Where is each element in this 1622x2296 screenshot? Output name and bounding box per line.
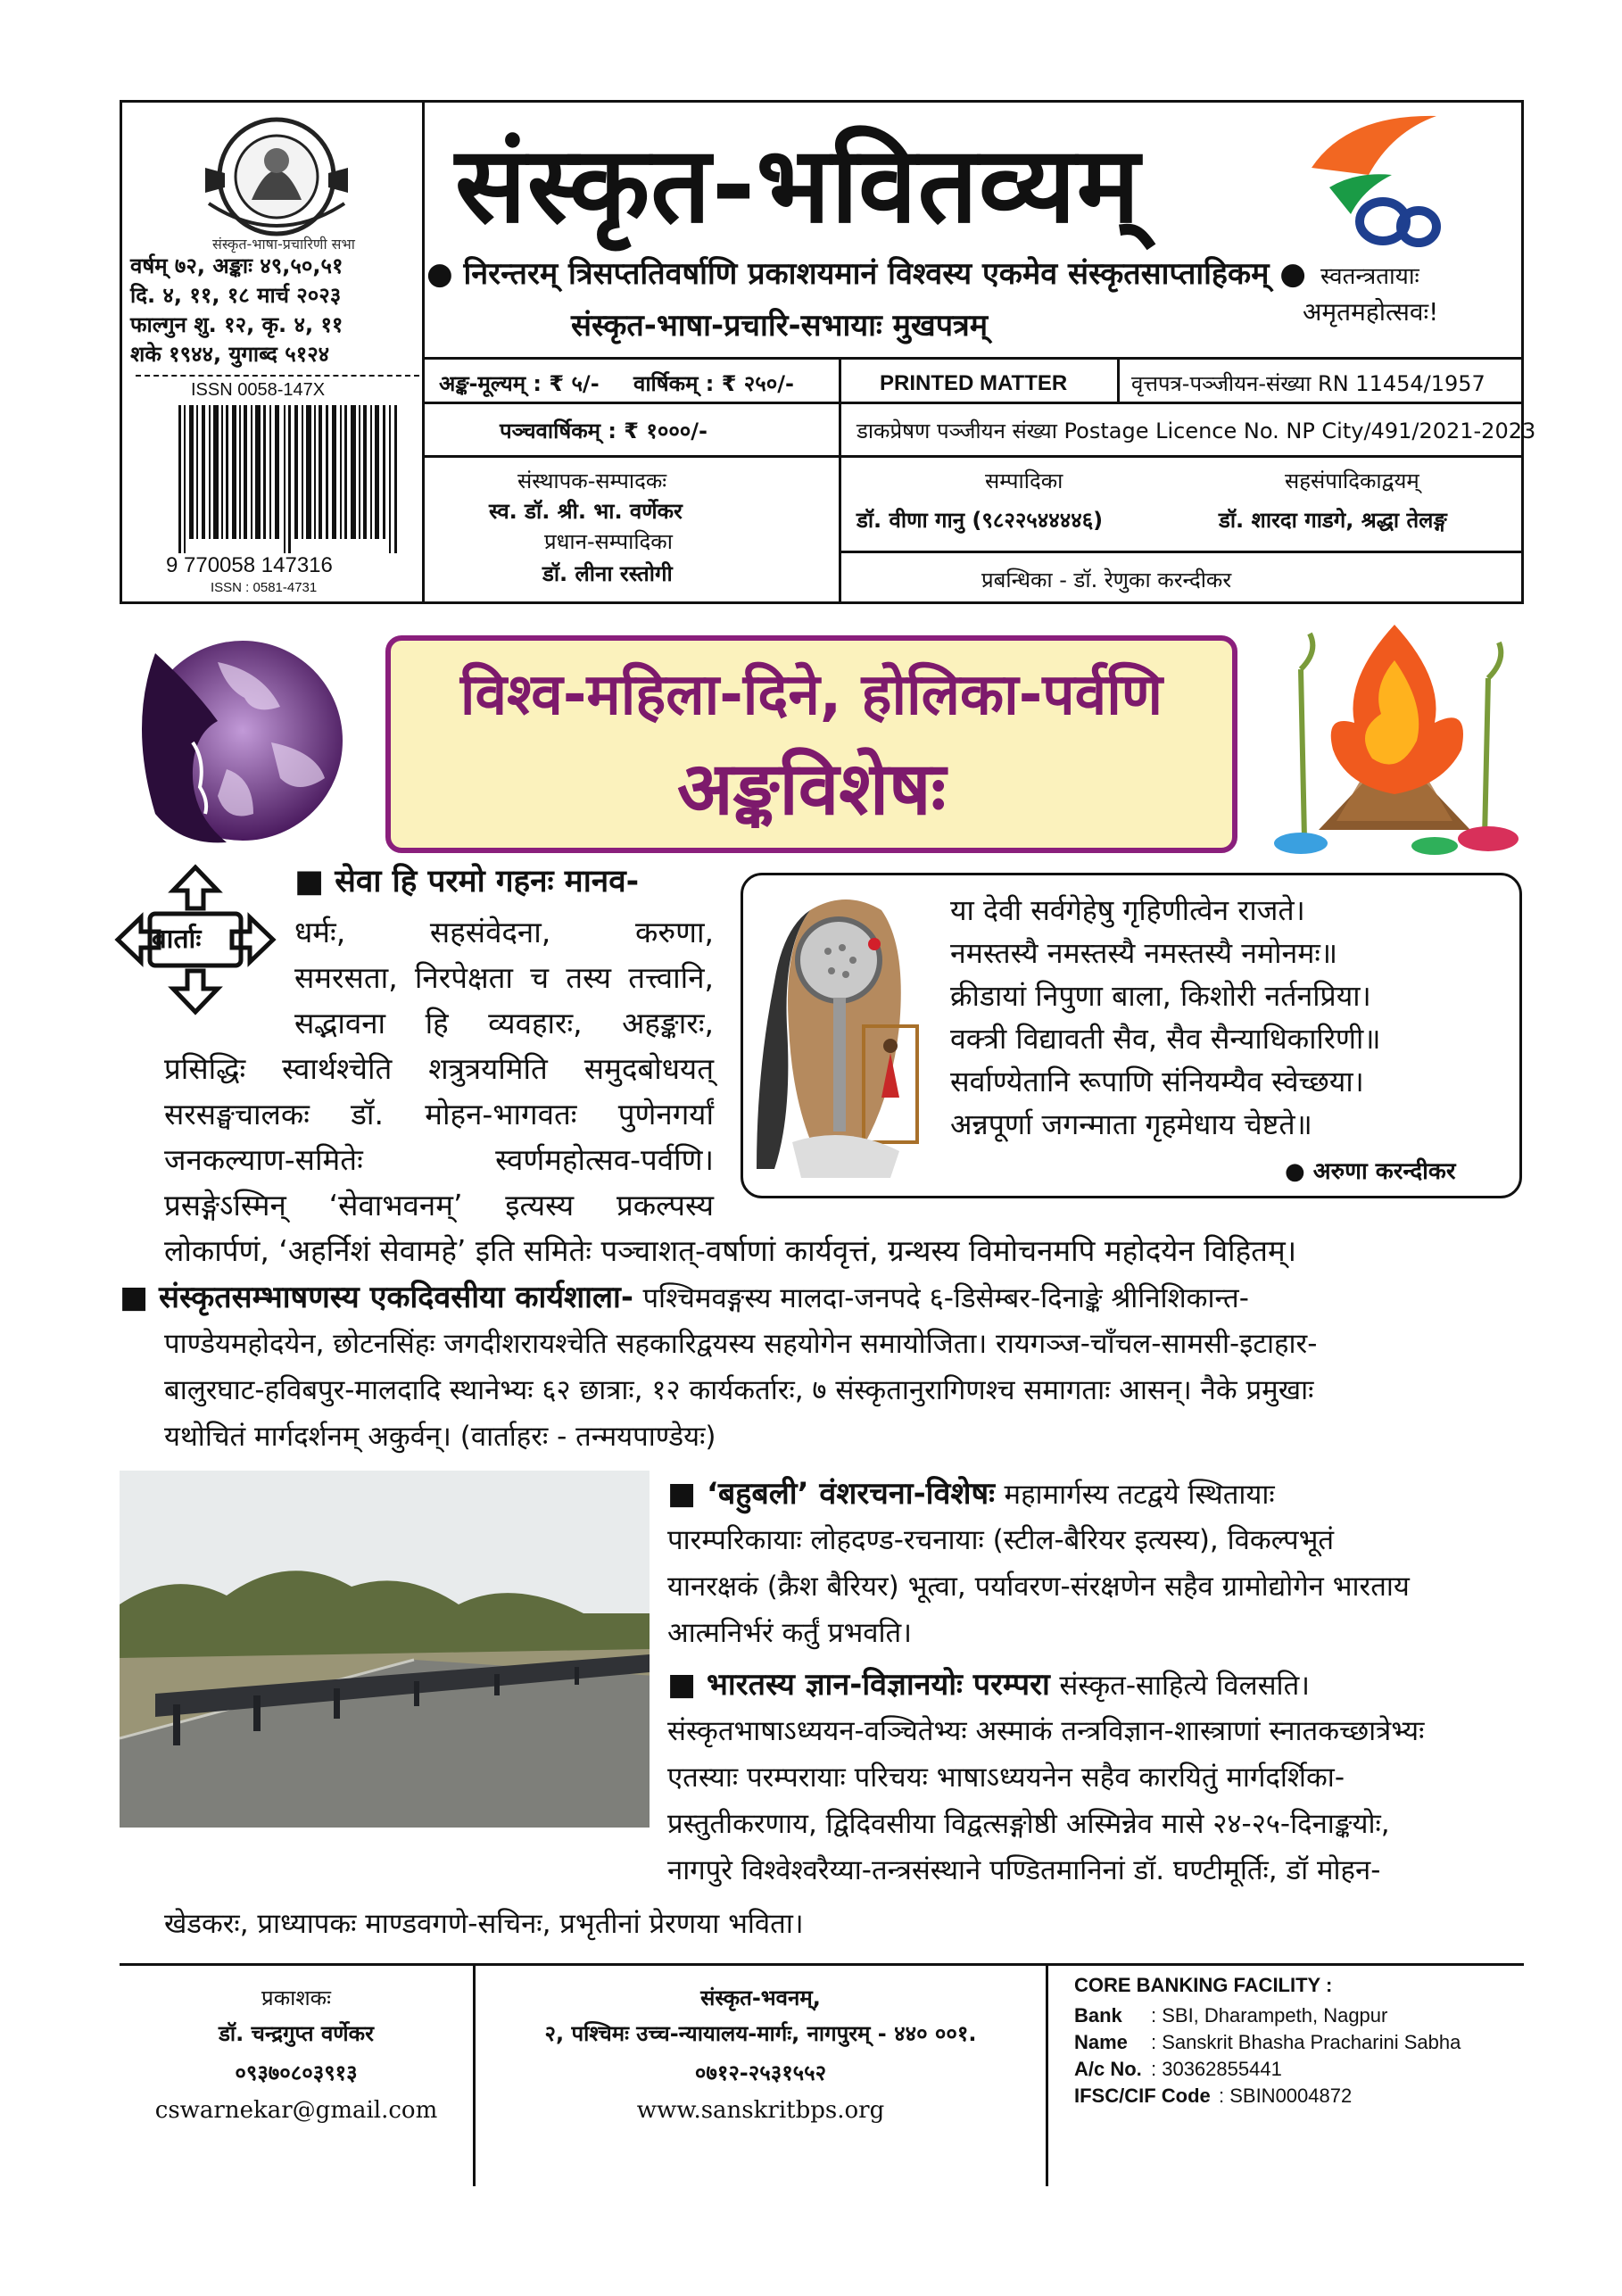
bank-label-ifsc: IFSC/CIF Code — [1074, 2085, 1211, 2107]
publisher-phone: ०९३७०८०३९१३ — [235, 2060, 358, 2085]
founder-name: स्व. डॉ. श्री. भा. वर्णेकर — [489, 499, 683, 524]
quote-author: ● अरुणा करन्दीकर — [1285, 1158, 1456, 1185]
office-name: संस्कृत-भवनम्, — [700, 1985, 821, 2010]
manager: प्रबन्धिका - डॉ. रेणुका करन्दीकर — [981, 568, 1232, 593]
founder-label: संस्थापक-सम्पादकः — [517, 468, 667, 493]
story1-line-8: प्रसङ्गेऽस्मिन् ‘सेवाभवनम्’ इत्यस्य प्रकल्पस्य — [164, 1188, 714, 1223]
bank-label-account: A/c No. — [1074, 2058, 1142, 2080]
story2-first: पश्चिमवङ्गस्य मालदा-जनपदे ६-डिसेम्बर-दिनाङ्के श्रीनिशिकान्त- — [642, 1282, 1249, 1314]
bank-value-bank: : SBI, Dharampeth, Nagpur — [1151, 2004, 1388, 2027]
story4-line-3: एतस्याः परम्परायाः परिचयः भाषाऽध्ययनेन सहैव कारयितुं मार्गदर्शिका- — [667, 1761, 1345, 1794]
story1-line-4: सद्भावना हि व्यवहारः, अहङ्कारः, — [294, 1006, 714, 1040]
story1-line-2: धर्मः, सहसंवेदना, करुणा, — [294, 915, 714, 949]
story3-line-1 — [667, 1474, 1275, 1514]
publisher-name: डॉ. चन्द्रगुप्त वर्णेकर — [219, 2021, 374, 2046]
story3-heading: ■ ‘बहुबली’ वंशरचना-विशेषः — [667, 1476, 996, 1512]
office-phone: ०७१२-२५३१५५२ — [694, 2060, 827, 2085]
story2-heading: ■ संस्कृतसम्भाषणस्य एकदिवसीया कार्यशाला- — [120, 1280, 633, 1315]
masthead-tagline: ● निरन्तरम् त्रिसप्ततिवर्षाणि प्रकाशयमानं विश्वस्य एकमेव संस्कृतसाप्ताहिकम् ● — [426, 256, 1306, 292]
five-year-price: पञ्चवार्षिकम् : ₹ १०००/- — [500, 419, 708, 443]
issue-line-1: वर्षम् ७२, अङ्काः ४९,५०,५१ — [130, 253, 343, 278]
coeditors-names: डॉ. शारदा गाडगे, श्रद्धा तेलङ्ग — [1219, 508, 1447, 533]
story4-line-2: संस्कृतभाषाऽध्ययन-वञ्चितेभ्यः अस्माकं तन्त्रविज्ञान-शास्त्राणां स्नातकच्छात्रेभ्यः — [667, 1715, 1425, 1747]
bank-label-bank: Bank — [1074, 2004, 1122, 2027]
registration: वृत्तपत्र-पञ्जीयन-संख्या RN 11454/1957 — [1131, 371, 1485, 396]
barcode — [171, 403, 412, 555]
yearly-price: वार्षिकम् : ₹ २५०/- — [633, 371, 794, 396]
postal-licence: डाकप्रेषण पञ्जीयन संख्या Postage Licence No. NP City/491/2021-2023 — [857, 419, 1536, 443]
women-roles-illustration — [757, 892, 935, 1180]
issn-bottom: ISSN : 0581-4731 — [211, 580, 318, 595]
story1-line-9: लोकार्पणं, ‘अहर्निशं सेवामहे’ इति समितेः पञ्चाशत्-वर्षाणां कार्यवृत्तं, ग्रन्थस्य विमोचनमपि महोदयेन विहितम्। — [164, 1233, 1297, 1268]
story1-line-3: समरसता, निरपेक्षता च तस्य तत्त्वानि, — [294, 960, 714, 995]
rule — [1117, 357, 1120, 402]
issue-divider — [136, 375, 419, 377]
story4-line-6: खेडकरः, प्राध्यापकः माण्डवगणे-सचिनः, प्रभृतीनां प्रेरणया भविता। — [164, 1908, 804, 1940]
coeditors-label: सहसंपादिकाद्वयम् — [1285, 468, 1419, 493]
issue-line-3: फाल्गुन शु. १२, कृ. ४, ११ — [130, 312, 343, 337]
rule — [839, 357, 841, 604]
price: अङ्क-मूल्यम् : ₹ ५/- — [439, 371, 600, 396]
masthead-mouthpiece: संस्कृत-भाषा-प्रचारि-सभायाः मुखपत्रम् — [571, 308, 989, 344]
publisher-email[interactable]: cswarnekar@gmail.com — [154, 2097, 438, 2124]
story4-line-5: नागपुरे विश्वेश्वरैय्या-तन्त्रसंस्थाने पण्डितमानिनां डॉ. घण्टीमूर्तिः, डॉ मोहन- — [667, 1854, 1381, 1886]
sabha-emblem — [189, 114, 364, 246]
printed-matter: PRINTED MATTER — [880, 371, 1068, 395]
women-globe-image — [120, 635, 348, 850]
story1-line-7: जनकल्याण-समितेः स्वर्णमहोत्सव-पर्वणि। — [164, 1142, 714, 1177]
story1-line-5: प्रसिद्धिः स्वार्थश्चेति शत्रुत्रयमिति समुदबोधयत् — [164, 1051, 714, 1086]
story3-line-4: आत्मनिर्भरं कर्तुं प्रभवति। — [667, 1617, 912, 1649]
story2-line-2: पाण्डेयमहोदयेन, छोटनसिंहः जगदीशरायश्चेति सहकारिद्वयस्य सहयोगेन समायोजिता। रायगञ्ज-चाँचल-सामसी-इटाहार- — [164, 1328, 1318, 1360]
story4-line-4: प्रस्तुतीकरणाय, द्विदिवसीया विद्वत्सङ्गोष्ठी अस्मिन्नेव मासे २४-२५-दिनाङ्कयोः, — [667, 1808, 1390, 1840]
story2-line-3: बालुरघाट-हविबपुर-मालदादि स्थानेभ्यः ६२ छात्राः, १२ कार्यकर्तारः, ७ संस्कृतानुरागिणश्च समागताः आसन्। नैके प्रमुखाः — [164, 1374, 1314, 1406]
amrit-label-2: अमृतमहोत्सवः! — [1303, 297, 1439, 327]
bank-value-account: : 30362855441 — [1151, 2058, 1282, 2080]
office-website[interactable]: www.sanskritbps.org — [636, 2097, 885, 2124]
story1-line-6: सरसङ्घचालकः डॉ. मोहन-भागवतः पुणेनगर्यां — [164, 1097, 714, 1131]
issue-line-2: दि. ४, ११, १८ मार्च २०२३ — [130, 283, 342, 308]
quote-line-1: या देवी सर्वगेहेषु गृहिणीत्वेन राजते। — [950, 893, 1305, 927]
chief-editor-name: डॉ. लीना रस्तोगी — [542, 561, 673, 586]
story4-heading: ■ भारतस्य ज्ञान-विज्ञानयोः परम्परा — [667, 1667, 1050, 1703]
issn-top: ISSN 0058-147X — [191, 380, 326, 400]
footer-rule — [120, 1963, 1524, 1966]
rule — [425, 357, 1524, 360]
editor-name: डॉ. वीणा गानु (९८२२५४४४४६) — [857, 508, 1104, 533]
story3-first: महामार्गस्य तटद्वये स्थितायाः — [1004, 1479, 1275, 1511]
bank-value-name: : Sanskrit Bhasha Pracharini Sabha — [1151, 2031, 1461, 2053]
barcode-number: 9 770058 147316 — [166, 553, 333, 577]
chief-editor-label: प्रधान-सम्पादिका — [544, 529, 673, 554]
emblem-caption: संस्कृत-भाषा-प्रचारिणी सभा — [212, 236, 355, 253]
rule — [425, 455, 1524, 458]
bank-value-ifsc: : SBIN0004872 — [1219, 2085, 1353, 2107]
story3-line-2: पारम्परिकायाः लोहदण्ड-रचनायाः (स्टील-बैरियर इत्यस्य), विकल्पभूतं — [667, 1524, 1335, 1556]
holika-bonfire-image — [1265, 616, 1524, 857]
quote-line-2: नमस्तस्यै नमस्तस्यै नमस्तस्यै नमोनमः॥ — [950, 936, 1338, 970]
quote-line-3: क्रीडायां निपुणा बाला, किशोरी नर्तनप्रिया। — [950, 979, 1371, 1013]
feature-banner — [385, 635, 1237, 853]
footer-divider-2 — [1046, 1963, 1048, 2186]
publisher-label: प्रकाशकः — [261, 1985, 331, 2010]
amrit-mahotsav-logo — [1294, 105, 1454, 266]
amrit-label-1: स्वतन्त्रतायाः — [1320, 263, 1419, 290]
bank-heading: CORE BANKING FACILITY : — [1074, 1974, 1333, 1996]
story2-line-1 — [120, 1278, 1249, 1318]
quote-line-4: वक्त्री विद्यावती सैव, सैव सैन्याधिकारिणी॥ — [950, 1022, 1381, 1056]
story2-line-4: यथोचितं मार्गदर्शनम् अकुर्वन्। (वार्ताहरः - तन्मयपाण्डेयः) — [164, 1421, 716, 1453]
varta-label: वार्ताः — [152, 924, 202, 955]
issue-line-4: शके १९४४, युगाब्द ५१२४ — [130, 342, 330, 367]
quote-line-6: अन्नपूर्णा जगन्माता गृहमेधाय चेष्टते॥ — [950, 1107, 1312, 1141]
office-address: २, पश्चिमः उच्च-न्यायालय-मार्गः, नागपुरम् - ४४० ००१. — [544, 2021, 977, 2046]
editor-label: सम्पादिका — [985, 468, 1063, 493]
banner-line-2: अङ्कविशेषः — [676, 747, 947, 832]
highway-crash-barrier-photo — [120, 1471, 650, 1828]
story4-first: संस्कृत-साहित्ये विलसति। — [1059, 1670, 1310, 1702]
banner-line-1: विश्व-महिला-दिने, होलिका-पर्वणि — [459, 662, 1163, 728]
story3-line-3: यानरक्षकं (क्रैश बैरियर) भूत्वा, पर्यावरण-संरक्षणेन सहैव ग्रामोद्योगेन भारताय — [667, 1571, 1410, 1603]
story4-line-1 — [667, 1665, 1310, 1705]
bank-label-name: Name — [1074, 2031, 1128, 2053]
rule — [839, 551, 1524, 553]
quote-line-5: सर्वाण्येतानि रूपाणि संनियम्यैव स्वेच्छया। — [950, 1065, 1364, 1098]
rule — [425, 402, 1524, 404]
story1-line-1: ■ सेवा हि परमो गहनः मानव- — [294, 864, 640, 899]
masthead-title: संस्कृत-भवितव्यम् — [455, 123, 1141, 246]
